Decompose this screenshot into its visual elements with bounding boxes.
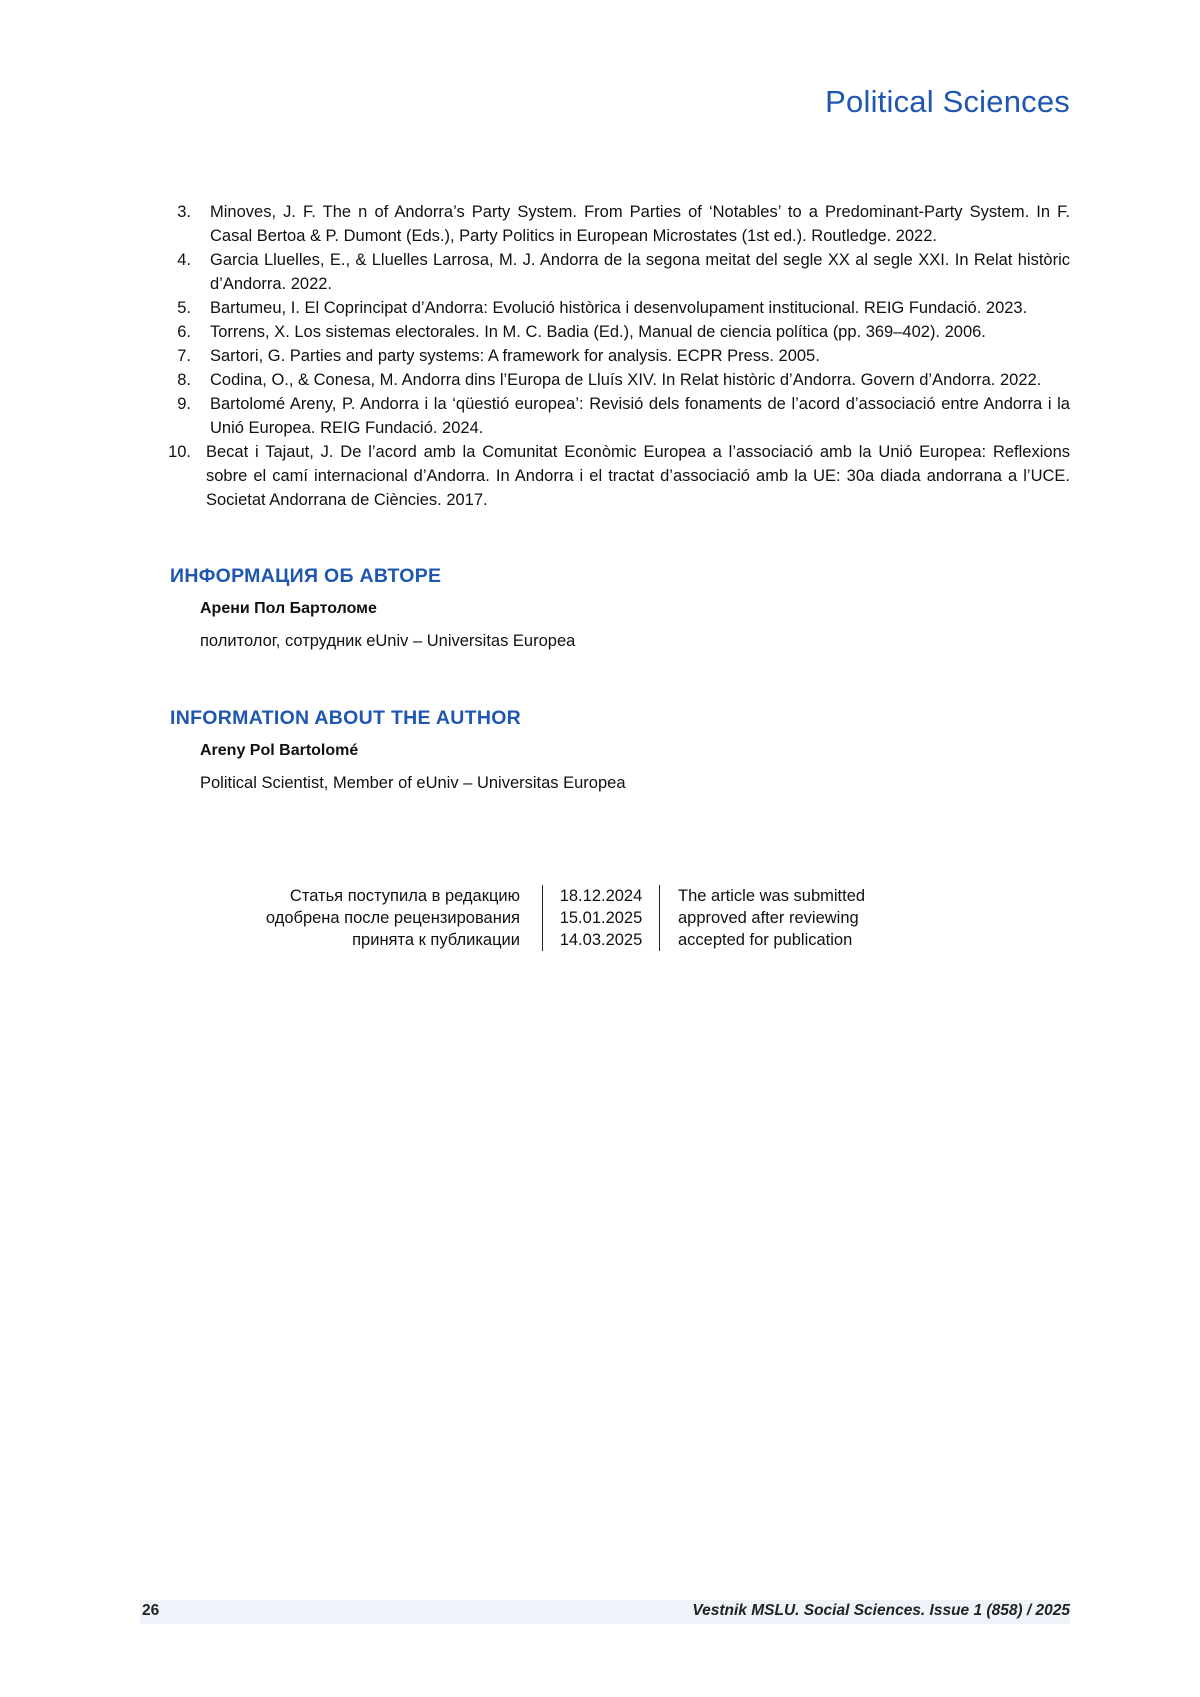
reference-item — [160, 320, 1070, 344]
reference-number: 7. — [160, 344, 191, 368]
reference-item — [160, 248, 1070, 296]
reference-number: 5. — [160, 296, 191, 320]
date-label-ru: Статья поступила в редакцию — [230, 885, 520, 907]
reference-number: 8. — [160, 368, 191, 392]
reference-text: Garcia Lluelles, E., & Lluelles Larrosa, M. J. Andorra de la segona meitat del segle XX al segle XXI. In Relat històric d’Andorra. 2022. — [210, 248, 1070, 296]
reference-number: 6. — [160, 320, 191, 344]
article-dates-table — [230, 885, 865, 951]
date-value: 18.12.2024 — [553, 885, 649, 907]
reference-item — [160, 200, 1070, 248]
author-heading-en: INFORMATION ABOUT THE AUTHOR — [170, 707, 1070, 730]
reference-text: Minoves, J. F. The n of Andorra’s Party System. From Parties of ‘Notables’ to a Predominant-Party System. In F. Casal Bertoa & P. Dumont (Eds.), Party Politics in European Microstates (1st ed.). Routledge. 2022. — [210, 200, 1070, 248]
dates-values — [542, 885, 660, 951]
reference-number: 3. — [160, 200, 191, 224]
author-heading-ru: ИНФОРМАЦИЯ ОБ АВТОРЕ — [170, 565, 1070, 588]
date-label-en: approved after reviewing — [678, 907, 865, 929]
reference-text: Becat i Tajaut, J. De l’acord amb la Comunitat Econòmic Europea a l’associació amb la Unió Europea: Reflexions sobre el camí internacional d’Andorra. In Andorra i el tractat d’associació amb la UE: 30a diada andorrana a l’UCE. Societat Andorrana de Ciències. 2017. — [206, 440, 1070, 512]
reference-list — [160, 200, 1070, 512]
reference-text: Codina, O., & Conesa, M. Andorra dins l’Europa de Lluís XIV. In Relat històric d’Andorra. Govern d’Andorra. 2022. — [210, 368, 1070, 392]
date-label-en: accepted for publication — [678, 929, 865, 951]
date-label-ru: принята к публикации — [230, 929, 520, 951]
date-value: 14.03.2025 — [553, 929, 649, 951]
author-info-en — [170, 707, 1070, 793]
author-info-ru — [170, 565, 1070, 651]
reference-number: 10. — [160, 440, 191, 464]
date-label-en: The article was submitted — [678, 885, 865, 907]
page-number: 26 — [142, 1602, 159, 1620]
dates-labels-en — [660, 885, 865, 951]
page-section-title: Political Sciences — [825, 84, 1070, 120]
journal-citation: Vestnik MSLU. Social Sciences. Issue 1 (858) / 2025 — [692, 1602, 1070, 1620]
reference-text: Torrens, X. Los sistemas electorales. In M. C. Badia (Ed.), Manual de ciencia política (pp. 369–402). 2006. — [210, 320, 1070, 344]
reference-text: Sartori, G. Parties and party systems: A framework for analysis. ECPR Press. 2005. — [210, 344, 1070, 368]
dates-labels-ru — [230, 885, 542, 951]
date-value: 15.01.2025 — [553, 907, 649, 929]
reference-number: 9. — [160, 392, 191, 416]
author-name-en: Areny Pol Bartolomé — [200, 742, 1070, 760]
reference-item — [160, 344, 1070, 368]
reference-item — [160, 440, 1070, 512]
author-role-ru: политолог, сотрудник eUniv – Universitas Europea — [200, 632, 1070, 651]
reference-text: Bartolomé Areny, P. Andorra i la ‘qüestió europea’: Revisió dels fonaments de l’acord d’associació entre Andorra i la Unió Europea. REIG Fundació. 2024. — [210, 392, 1070, 440]
reference-number: 4. — [160, 248, 191, 272]
date-label-ru: одобрена после рецензирования — [230, 907, 520, 929]
reference-text: Bartumeu, I. El Coprincipat d’Andorra: Evolució històrica i desenvolupament institucional. REIG Fundació. 2023. — [210, 296, 1070, 320]
reference-item — [160, 368, 1070, 392]
reference-item — [160, 296, 1070, 320]
reference-item — [160, 392, 1070, 440]
page-footer — [140, 1600, 1070, 1624]
author-name-ru: Арени Пол Бартоломе — [200, 600, 1070, 618]
author-role-en: Political Scientist, Member of eUniv – Universitas Europea — [200, 774, 1070, 793]
